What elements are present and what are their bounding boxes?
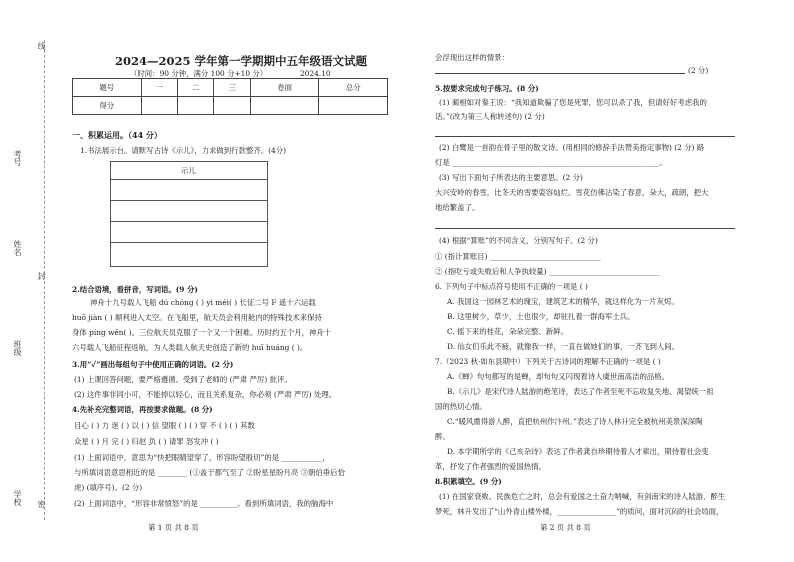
question-5-line-6: 大兴安岭的春雪，比冬天的雪要姿容灿烂。雪花仿佛沾染了春意，朵大，疏朗，把大	[435, 188, 709, 197]
exam-date: 2024.10	[300, 69, 331, 78]
question-8-line-2: 梦死，林升发出了“山外青山楼外楼，________________”的质问，面对沉闷的社会局面，	[435, 507, 724, 516]
question-3-line-2: (2) 这件事非同小可，不能掉以轻心，而且关系复杂，你必须 (严肃 严厉) 处理。	[74, 390, 337, 399]
student-name-label: 姓名	[13, 240, 22, 256]
question-2-line-3: 身体 píng wěn( )。三位航天员克服了一个又一个困难。历时约五个月，神舟十	[72, 328, 332, 337]
page-2-footer: 第 2 页 共 8 页	[540, 523, 591, 532]
question-5-line-2: 话。”(改为第三人称转述句) (2 分)	[435, 112, 545, 121]
question-6: 6. 下列句子中标点符号使用不正确的一项是 ( )	[435, 282, 588, 291]
question-5-line-8: (4) 根据“算账”的不同含义，分别写句子。(2 分)	[439, 236, 598, 245]
seal-mark-feng: 封	[37, 272, 46, 280]
answer-line[interactable]	[435, 228, 735, 229]
score-header-cell: 题号	[73, 79, 142, 97]
question-7: 7.（2023 秋·如东县期中）下列关于古诗词的理解不正确的一项是 ( )	[435, 357, 661, 366]
score-table	[72, 78, 388, 115]
question-5-line-4: 灯是 ________________________________________________________。	[435, 158, 667, 167]
writing-line	[111, 179, 267, 180]
exam-number-label: 考号	[13, 150, 22, 166]
question-6-option-a: A. 我国这一园林艺术的瑰宝，建筑艺术的精华，就这样化为一片灰烬。	[447, 297, 679, 306]
score-row-label: 得分	[73, 97, 142, 115]
question-5-line-7: 地给繁盖了。	[435, 203, 480, 212]
question-6-option-d: D. 仙女们乐此不疲，就像我一样，一直在做她们的事，一齐飞到人间。	[447, 342, 680, 351]
question-2: 2.结合语境，看拼音，写词语。(9 分)	[72, 285, 198, 294]
score-input-cell[interactable]	[177, 97, 213, 115]
question-2-line-4: 六号载人飞船征程返航，为人类载人航天史创造了新的 huī huáng ( )。	[72, 343, 308, 352]
continuation-score: (2 分)	[688, 66, 709, 75]
binding-margin	[0, 0, 55, 562]
question-4-words-row-2: 众星 ( ) 月 完 ( ) 归赵 负 ( ) 请罪 怒发冲 ( )	[74, 437, 219, 446]
question-4-line-3: (1) 上面词语中，意思为“快把眼睛望穿了，形容盼望殷切”的是 ___________，	[74, 453, 330, 462]
seal-mark-xian: 线	[37, 42, 46, 50]
question-7-option-b-cont: 国的热切心情。	[435, 402, 487, 411]
score-header-cell: 二	[177, 79, 213, 97]
question-6-option-b: B. 这里树少，草少，土也很少，却驻扎着一群海军士兵。	[447, 312, 635, 321]
question-7-option-b: B.《示儿》是宋代诗人陆游的绝笔诗，表达了作者至死不忘收复失地、渴望统一祖	[447, 387, 714, 396]
page-1-column	[70, 0, 388, 562]
answer-line[interactable]	[435, 73, 685, 74]
exam-title: 2024—2025 学年第一学期期中五年级语文试题	[115, 54, 368, 68]
page-2-column	[425, 0, 745, 562]
question-5-line-3: (2) 白鹭是一首韵在骨子里的散文诗。(用相同的修辞手法赞美指定事物) (2 分) 路	[439, 143, 705, 152]
score-header-cell: 一	[141, 79, 177, 97]
question-7-option-d: D. 本学期所学的《己亥杂诗》表达了作者龚自珍期待着人才辈出，期待着社会变	[447, 447, 709, 456]
class-label: 班级	[13, 340, 22, 356]
exam-subtitle: （时间：90 分钟，满分 100 分+10 分）	[130, 69, 268, 78]
score-header-cell: 三	[214, 79, 250, 97]
seal-mark-mi: 密	[37, 500, 46, 508]
writing-line	[111, 242, 267, 243]
question-8: 8.积累填空。(9 分)	[435, 477, 502, 486]
poem-title: 示儿	[181, 166, 196, 175]
question-7-option-c: C.“暖风熏得游人醉，直把杭州作汴州。”表达了诗人林升完全被杭州美景深深陶	[447, 417, 703, 426]
question-5: 5.按要求完成句子练习。(8 分)	[435, 84, 539, 93]
score-input-cell[interactable]	[250, 97, 319, 115]
question-7-option-c-cont: 醉。	[435, 432, 450, 441]
poem-writing-box[interactable]	[110, 161, 268, 267]
continuation-prompt: 会浮现出这样的情景：	[435, 53, 509, 62]
question-1: 1.书法展示台。请默写古诗《示儿》，力求做到行款整齐。(4分)	[80, 146, 286, 155]
score-input-cell[interactable]	[319, 97, 388, 115]
question-5-line-9: ① (指计算账目) ______________________________	[435, 252, 601, 261]
question-5-line-10: ② (指吃亏或失败后和人争执较量) ______________________________	[435, 267, 660, 276]
answer-line[interactable]	[435, 136, 735, 137]
question-4-words-row-1: 目心 ( ) 力 迷 ( ) 以 ( ) 信 望眼 ( ) ( ) 穿 不 ( ) ( ) 其数	[74, 421, 255, 430]
question-4-line-4: 与所填词语意思相近的是 ________ (①盖于都气至了 ②盼星星盼月亮 ③朝伯垂后恰	[74, 468, 345, 477]
section-1-heading: 一、积累运用。（44 分）	[72, 130, 162, 140]
score-header-cell: 总分	[319, 79, 388, 97]
question-4-line-5: 虎) (填序号)。(2 分)	[74, 483, 143, 492]
question-7-option-a: A.《蝉》句句都写的是蝉，却句句又闪现着诗人虞世南高洁的品格。	[447, 372, 670, 381]
question-5-line-5: (3) 写出下面句子所表达的主要意思。(2 分)	[439, 173, 583, 182]
score-input-cell[interactable]	[141, 97, 177, 115]
question-7-option-d-cont: 革，抒发了作者强烈的爱国热情。	[435, 462, 546, 471]
question-6-option-c: C. 摇下来的桂花，朵朵完整、新鲜。	[447, 327, 568, 336]
school-label: 学校	[13, 490, 22, 506]
question-8-line-1: (1) 在国家衰败、民族危亡之时，总会有爱国之士奋力呐喊，有剑南宋的诗人陆游、醉生	[439, 492, 726, 501]
question-3: 3.用“✓”画出每组句子中使用正确的词语。(2 分)	[72, 360, 234, 369]
question-4-line-6: (2) 上面词语中，“形容非常愤怒”的是 __________。看到所填词语，我的脑海中	[74, 499, 334, 508]
score-header-cell: 卷面	[250, 79, 319, 97]
question-2-line-2: huǒ jiàn ( ) 顺利进入太空。在飞船里，航天员会利用舱内的特殊技术来保持	[72, 313, 322, 322]
writing-line	[111, 200, 267, 201]
score-input-cell[interactable]	[214, 97, 250, 115]
page-1-footer: 第 1 页 共 8 页	[148, 523, 199, 532]
question-2-line-1: 神舟十九号载人飞船 dú chóng ( ) yì méi( ) 长征二号 F 遥十六运载	[90, 298, 316, 307]
seal-line	[44, 40, 45, 520]
question-3-line-1: (1) 上课回答问题，要严格遵循。受到了老师的 (严肃 严厉) 批评。	[74, 375, 292, 384]
question-5-line-1: (1) 蔺相如对秦王说：“我知道欺骗了您是死罪，您可以杀了我，但请好好考虑我的	[439, 98, 707, 107]
writing-line	[111, 221, 267, 222]
question-4: 4.先补充完整词语，再按要求做题。(8 分)	[72, 405, 213, 414]
